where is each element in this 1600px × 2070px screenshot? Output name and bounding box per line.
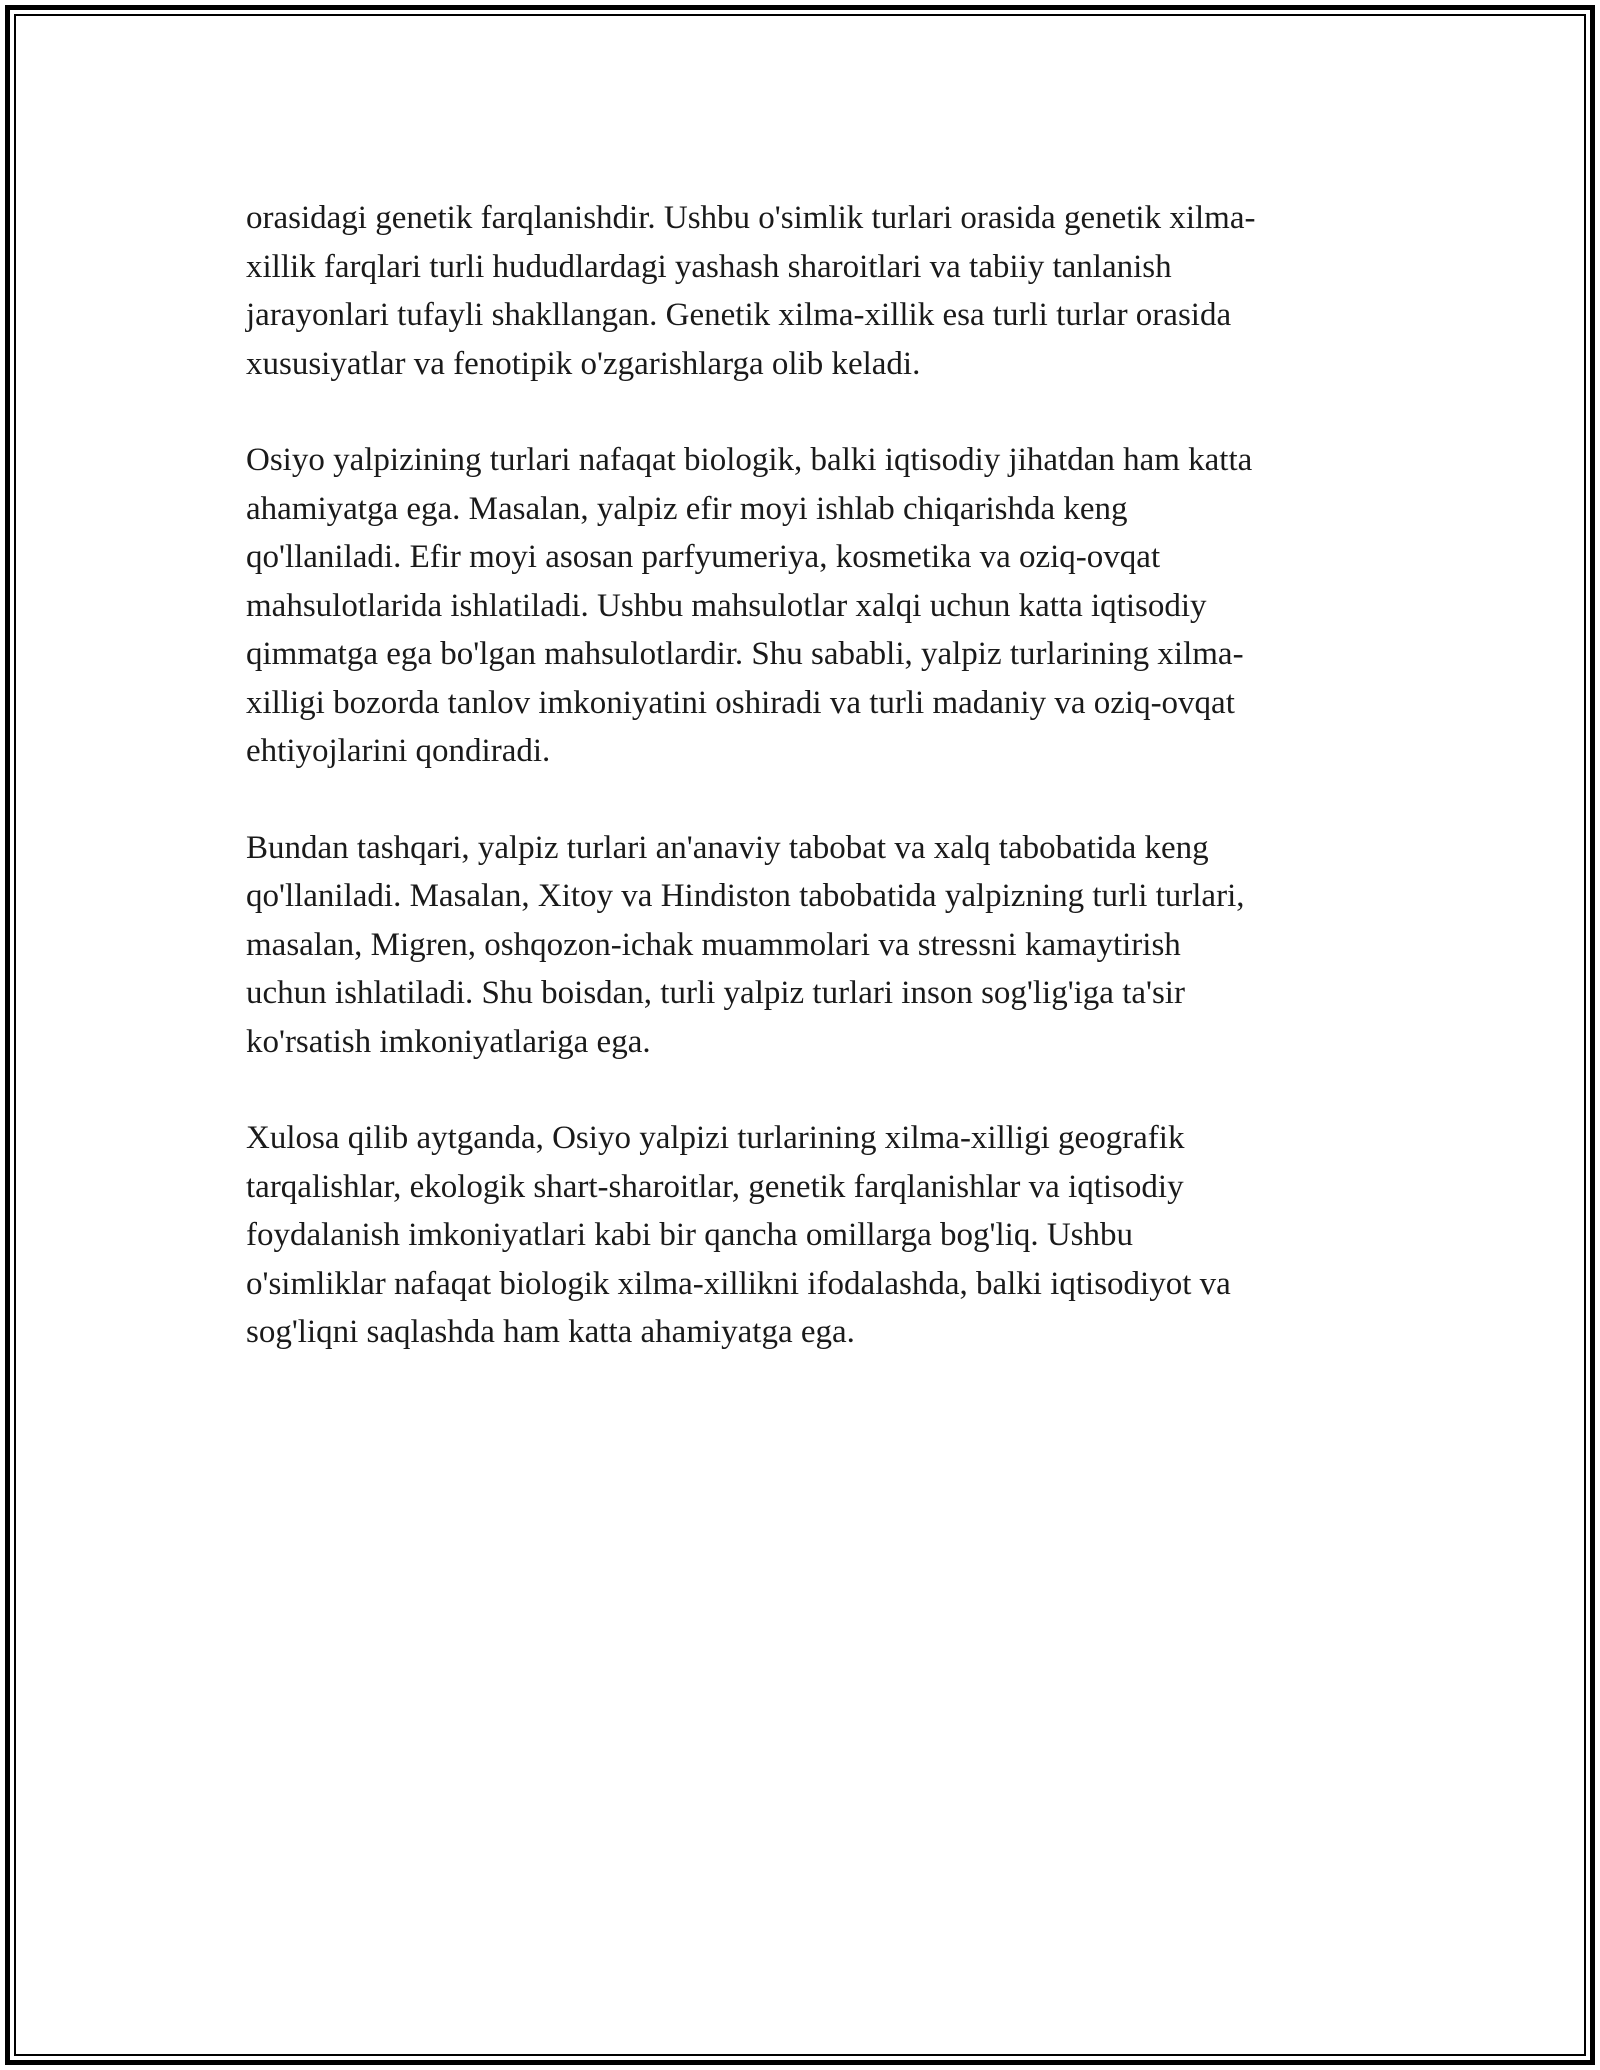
document-body — [246, 194, 1396, 1405]
paragraph-conclusion: Xulosa qilib aytganda, Osiyo yalpizi turlarining xilma-xilligi geografik tarqalishlar, ekologik shart-sharoitlar, genetik farqlanishlar va iqtisodiy foydalanish imkoniyatlari kabi bir qancha omillarga bog'liq. Ushbu o'simliklar nafaqat biologik xilma-xillikni ifodalashda, balki iqtisodiyot va sog'liqni saqlashda ham katta ahamiyatga ega. — [246, 1120, 1231, 1350]
page-frame — [5, 5, 1595, 2065]
paragraph-genetic-differences: orasidagi genetik farqlanishdir. Ushbu o'simlik turlari orasida genetik xilma- xillik farqlari turli hududlardagi yashash sharoitlari va tabiiy tanlanish jarayonlari tufayli shakllangan. Genetik xilma-xillik esa turli turlar orasida xususiyatlar va fenotipik o'zgarishlarga olib keladi. — [246, 200, 1256, 382]
paragraph-economic-importance: Osiyo yalpizining turlari nafaqat biologik, balki iqtisodiy jihatdan ham katta ahamiyatga ega. Masalan, yalpiz efir moyi ishlab chiqarishda keng qo'llaniladi. Efir moyi asosan parfyumeriya, kosmetika va oziq-ovqat mahsulotlarida ishlatiladi. Ushbu mahsulotlar xalqi uchun katta iqtisodiy qimmatga ega bo'lgan mahsulotlardir. Shu sababli, yalpiz turlarining xilma- xilligi bozorda tanlov imkoniyatini oshiradi va turli madaniy va oziq-ovqat ehtiyojlarini qondiradi. — [246, 442, 1253, 769]
paragraph-traditional-medicine: Bundan tashqari, yalpiz turlari an'anaviy tabobat va xalq tabobatida keng qo'llaniladi. Masalan, Xitoy va Hindiston tabobatida yalpizning turli turlari, masalan, Migren, oshqozon-ichak muammolari va stressni kamaytirish uchun ishlatiladi. Shu boisdan, turli yalpiz turlari inson sog'lig'iga ta'sir ko'rsatish imkoniyatlariga ega. — [246, 829, 1245, 1060]
